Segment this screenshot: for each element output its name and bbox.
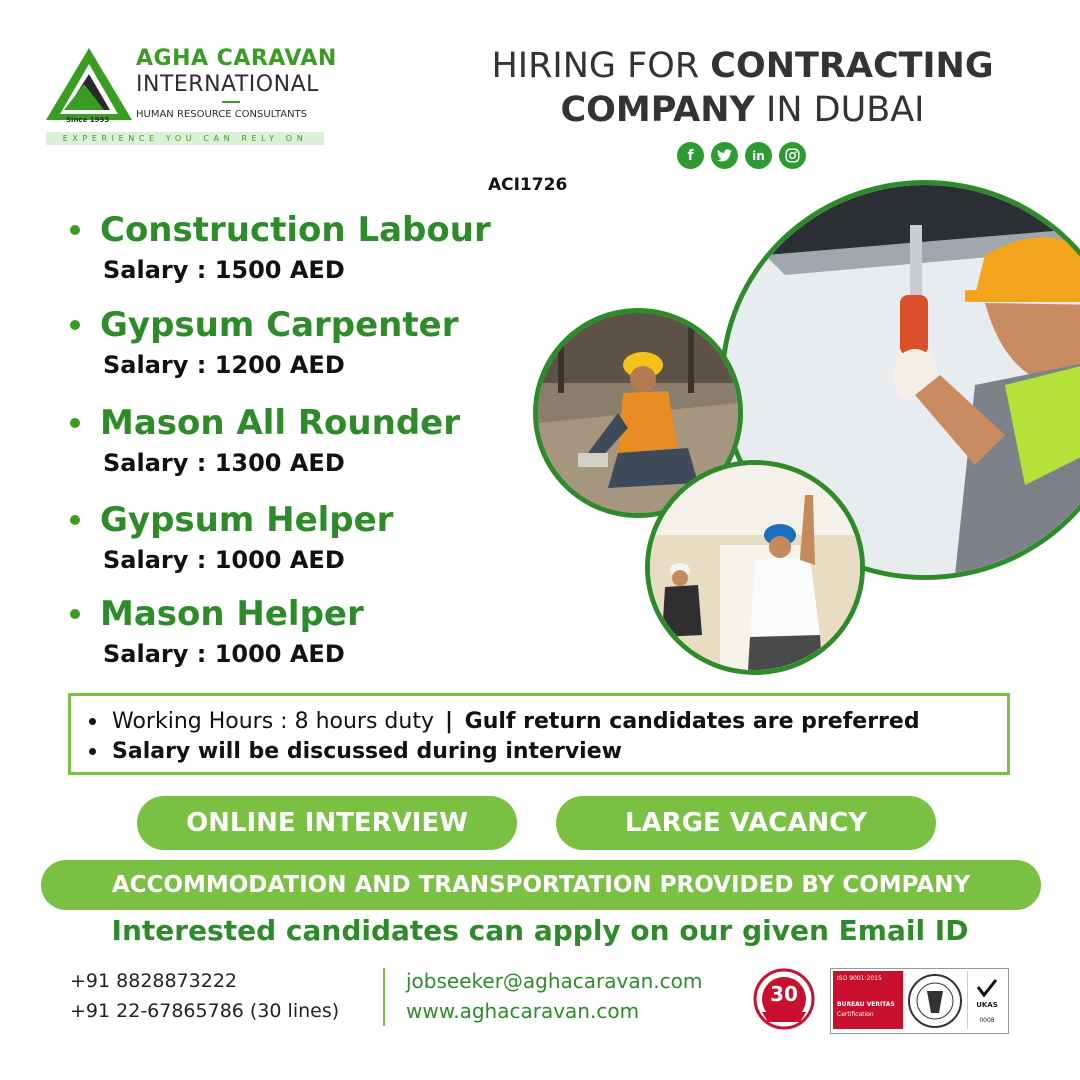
job-item: [70, 305, 458, 379]
contact-divider: [383, 968, 385, 1026]
title-bold2: COMPANY: [560, 90, 755, 130]
salary-note-text: Salary will be discussed during interview: [112, 738, 622, 764]
job-item: [70, 500, 393, 574]
title-part2: IN DUBAI: [754, 90, 925, 130]
logo-divider: [222, 101, 240, 103]
bullet-icon: [70, 320, 80, 330]
website-link[interactable]: www.aghacaravan.com: [406, 999, 640, 1023]
company-logo: [44, 44, 337, 144]
job-title: Mason All Rounder: [100, 403, 460, 443]
instagram-icon[interactable]: [779, 142, 806, 169]
logo-subtitle: HUMAN RESOURCE CONSULTANTS: [136, 109, 308, 120]
title-part1: HIRING FOR: [491, 46, 711, 86]
accommodation-banner: ACCOMMODATION AND TRANSPORTATION PROVIDED BY COMPANY: [41, 860, 1041, 910]
bullet-icon: [70, 225, 80, 235]
job-salary: Salary : 1500 AED: [103, 256, 345, 284]
info-line-hours: [89, 706, 1007, 736]
job-salary: Salary : 1300 AED: [103, 449, 345, 477]
logo-since: Since 1993: [66, 116, 110, 124]
phone-2[interactable]: +91 22-67865786 (30 lines): [70, 1000, 340, 1022]
bullet-icon: [70, 418, 80, 428]
gulf-preferred-text: Gulf return candidates are preferred: [457, 708, 920, 734]
page-title: [470, 44, 1015, 132]
job-title: Mason Helper: [100, 594, 364, 634]
large-vacancy-badge: LARGE VACANCY: [556, 796, 936, 850]
job-info-box: [68, 693, 1010, 775]
job-title: Gypsum Helper: [100, 500, 394, 540]
online-interview-badge: ONLINE INTERVIEW: [137, 796, 517, 850]
apply-instruction: Interested candidates can apply on our given Email ID: [111, 914, 969, 947]
twitter-icon[interactable]: [711, 142, 738, 169]
logo-triangle-icon: [44, 44, 134, 124]
bullet-icon: [89, 718, 96, 725]
info-line-salary: [89, 736, 1007, 766]
photo-gypsum-workers: [645, 460, 865, 675]
ukas-crown-check-icon: [976, 977, 998, 999]
bv-label: BUREAU VERITAS: [837, 1001, 895, 1008]
facebook-icon[interactable]: f: [677, 142, 704, 169]
bv-cert-label: Certification: [837, 1011, 874, 1018]
ukas-number: 0008: [979, 1017, 995, 1024]
ukas-label: UKAS: [976, 1001, 998, 1009]
job-item: [70, 403, 460, 477]
bullet-icon: [89, 748, 96, 755]
title-bold1: CONTRACTING: [710, 46, 994, 86]
bullet-icon: [70, 515, 80, 525]
anniversary-number: 30: [770, 982, 798, 1006]
bureau-veritas-seal-icon: [905, 973, 965, 1029]
job-title: Gypsum Carpenter: [100, 305, 459, 345]
certification-badge: [830, 968, 1009, 1034]
iso-label: ISO 9001:2015: [837, 975, 882, 982]
job-code: ACI1726: [488, 175, 568, 195]
ukas-panel: [967, 971, 1006, 1029]
separator: |: [444, 708, 454, 734]
job-item: [70, 594, 364, 668]
job-salary: Salary : 1000 AED: [103, 546, 345, 574]
anniversary-seal-icon: [748, 968, 820, 1030]
logo-name-line1: AGHA CARAVAN: [136, 46, 337, 71]
bureau-veritas-panel: [833, 971, 903, 1029]
logo-name-line2: INTERNATIONAL: [136, 72, 319, 97]
web-contacts: [406, 966, 702, 1026]
job-item: [70, 210, 491, 284]
linkedin-icon[interactable]: in: [745, 142, 772, 169]
logo-tagline: EXPERIENCE YOU CAN RELY ON: [46, 132, 324, 145]
social-links: [677, 142, 812, 170]
job-salary: Salary : 1200 AED: [103, 351, 345, 379]
job-title: Construction Labour: [100, 210, 491, 250]
job-salary: Salary : 1000 AED: [103, 640, 345, 668]
phone-1[interactable]: +91 8828873222: [70, 970, 238, 992]
working-hours-text: Working Hours : 8 hours duty: [112, 708, 441, 734]
bullet-icon: [70, 609, 80, 619]
email-link[interactable]: jobseeker@aghacaravan.com: [406, 969, 703, 993]
phone-contacts: [70, 966, 339, 1026]
